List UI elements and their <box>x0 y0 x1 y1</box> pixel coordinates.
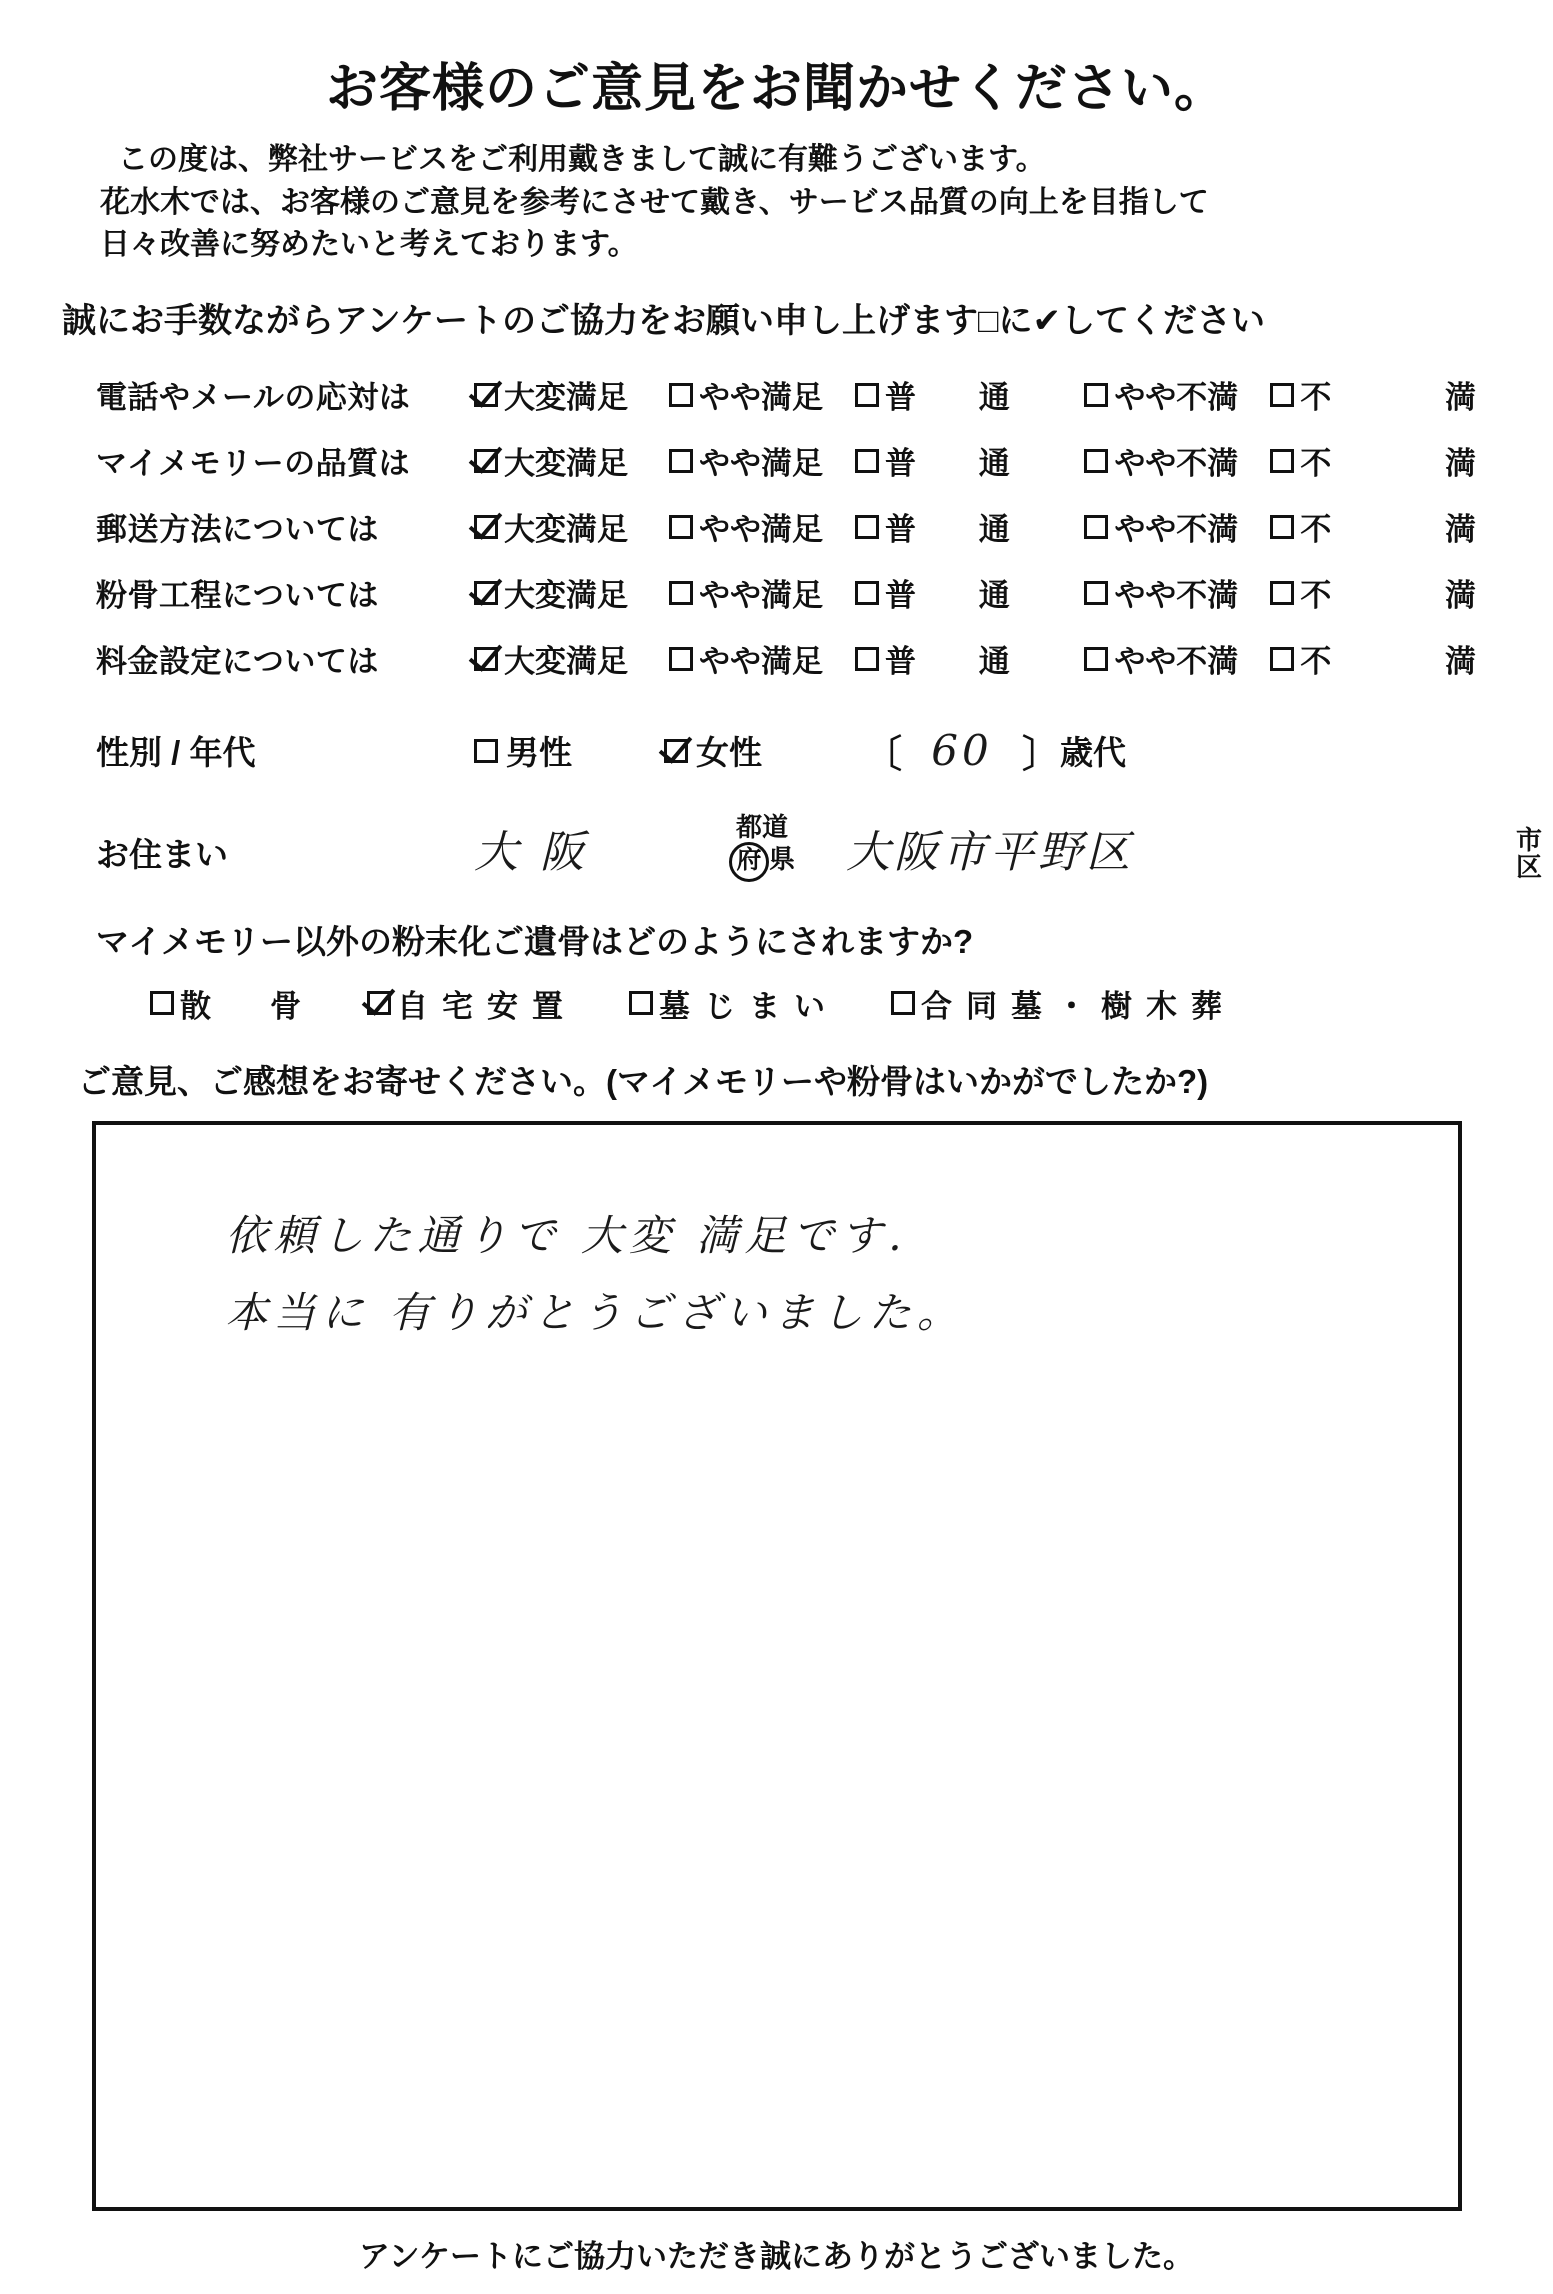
checkbox-icon[interactable] <box>855 581 879 605</box>
checkbox-icon[interactable] <box>1084 449 1108 473</box>
comment-line-2: 本当に 有りがとうございました。 <box>225 1288 965 1338</box>
option-label: 普 <box>884 512 916 548</box>
todofu-line1: 都道 <box>735 812 788 843</box>
shiku-line2: 区 <box>1515 852 1542 883</box>
option-somewhat-satisfied[interactable] <box>669 570 855 615</box>
option-somewhat-satisfied[interactable] <box>669 636 855 681</box>
option-label: 普 <box>884 380 916 416</box>
option-dissatisfied[interactable] <box>1270 372 1377 417</box>
todofu-line2 <box>704 842 820 882</box>
option-label: やや満足 <box>698 446 823 482</box>
checkbox-icon[interactable] <box>474 739 498 763</box>
table-row <box>96 362 1476 428</box>
comment-handwriting <box>226 1197 965 1352</box>
option-label: 男性 <box>506 734 572 772</box>
gender-age-label: 性別 / 年代 <box>96 734 256 772</box>
option-label: 大変満足 <box>504 380 628 416</box>
checkbox-icon[interactable] <box>855 449 879 473</box>
option-dissatisfied-tail: 満 <box>1445 512 1476 548</box>
option-dissatisfied-tail: 満 <box>1445 380 1476 416</box>
option-dissatisfied[interactable] <box>1270 636 1377 681</box>
table-row <box>96 626 1476 692</box>
table-row <box>96 560 1476 626</box>
option-very-satisfied[interactable] <box>474 636 669 681</box>
intro-line-3: 日々改善に努めたいと考えております。 <box>100 228 638 262</box>
option-neutral-tail: 通 <box>978 644 1010 680</box>
option-somewhat-dissatisfied[interactable] <box>1084 372 1270 417</box>
checkbox-icon[interactable] <box>1270 647 1294 671</box>
option-dissatisfied[interactable] <box>1270 570 1377 615</box>
option-label: 大変満足 <box>504 512 628 548</box>
option-home-enshrinement[interactable] <box>367 981 577 1026</box>
todofu-ken: 県 <box>768 843 795 874</box>
option-neutral[interactable] <box>855 636 941 681</box>
option-somewhat-satisfied[interactable] <box>669 504 855 549</box>
option-dissatisfied-tail: 満 <box>1445 446 1476 482</box>
option-grave-closing[interactable] <box>629 981 839 1026</box>
checkbox-icon[interactable] <box>474 581 498 605</box>
checkbox-icon[interactable] <box>1084 383 1108 407</box>
checkbox-icon[interactable] <box>629 991 653 1015</box>
checkbox-icon[interactable] <box>150 991 174 1015</box>
option-label: 散 骨 <box>180 988 315 1024</box>
checkbox-icon[interactable] <box>1270 383 1294 407</box>
checkbox-icon[interactable] <box>669 383 693 407</box>
option-neutral-tail: 通 <box>978 380 1010 416</box>
question-label: 電話やメールの応対は <box>96 380 411 416</box>
option-label: やや満足 <box>698 578 823 614</box>
checkbox-icon[interactable] <box>1270 515 1294 539</box>
option-label: やや不満 <box>1114 578 1239 614</box>
checkbox-icon[interactable] <box>474 647 498 671</box>
option-male[interactable] <box>474 727 572 774</box>
option-very-satisfied[interactable] <box>474 570 669 615</box>
option-very-satisfied[interactable] <box>474 504 669 549</box>
option-neutral[interactable] <box>855 570 941 615</box>
checkbox-icon[interactable] <box>1084 581 1108 605</box>
option-dissatisfied-tail: 満 <box>1445 644 1476 680</box>
address-row <box>96 806 1553 890</box>
checkbox-icon[interactable] <box>669 449 693 473</box>
address-label: お住まい <box>96 835 228 873</box>
option-label: 墓じまい <box>659 988 839 1024</box>
comment-textarea[interactable] <box>92 1121 1462 2211</box>
bracket-open: 〔 <box>864 734 903 777</box>
table-row <box>96 494 1476 560</box>
option-label: 大変満足 <box>504 644 628 680</box>
option-communal-tree-burial[interactable] <box>891 981 1236 1026</box>
checkbox-icon[interactable] <box>669 647 693 671</box>
option-label: 女性 <box>696 734 762 772</box>
checkbox-icon[interactable] <box>855 383 879 407</box>
checkbox-icon[interactable] <box>1270 581 1294 605</box>
option-somewhat-satisfied[interactable] <box>669 372 855 417</box>
option-label: 不 <box>1300 512 1332 548</box>
checkbox-icon[interactable] <box>474 515 498 539</box>
intro-line-1: この度は、弊社サービスをご利用戴きまして誠に有難うございます。 <box>118 143 1046 176</box>
option-scattering[interactable] <box>150 981 315 1026</box>
option-label: やや満足 <box>698 380 823 416</box>
option-label: 普 <box>884 644 916 680</box>
intro-line-2: 花水木では、お客様のご意見を参考にさせて戴き、サービス品質の向上を目指して <box>100 185 1209 219</box>
option-label: やや満足 <box>698 512 823 548</box>
age-suffix: 歳代 <box>1060 734 1127 772</box>
option-label: やや不満 <box>1114 512 1239 548</box>
prefecture-suffix <box>704 814 820 889</box>
checkbox-icon[interactable] <box>367 991 391 1015</box>
checkbox-icon[interactable] <box>855 647 879 671</box>
table-row <box>96 428 1476 494</box>
question-label: 郵送方法については <box>96 512 379 548</box>
option-neutral-tail: 通 <box>978 446 1010 482</box>
option-label: やや満足 <box>698 644 823 680</box>
checkbox-icon[interactable] <box>664 739 688 763</box>
checkbox-icon[interactable] <box>891 991 915 1015</box>
option-somewhat-dissatisfied[interactable] <box>1084 504 1270 549</box>
city-value[interactable]: 大阪市平野区 <box>846 826 1134 878</box>
checkbox-icon[interactable] <box>1270 449 1294 473</box>
option-label: 不 <box>1300 446 1332 482</box>
option-label: 合同墓・樹木葬 <box>921 988 1236 1024</box>
option-label: 不 <box>1300 644 1332 680</box>
gender-age-row <box>96 720 1553 782</box>
city-suffix <box>1505 827 1553 890</box>
shiku-line1: 市 <box>1515 825 1542 856</box>
prefecture-value[interactable]: 大 阪 <box>474 826 588 878</box>
request-instruction: 誠にお手数ながらアンケートのご協力をお願い申し上げます□に✔してください <box>62 301 1265 340</box>
option-dissatisfied[interactable] <box>1270 438 1377 483</box>
option-label: 普 <box>884 578 916 614</box>
checkbox-icon[interactable] <box>1084 515 1108 539</box>
option-female[interactable] <box>664 727 762 774</box>
option-somewhat-satisfied[interactable] <box>669 438 855 483</box>
checkbox-icon[interactable] <box>855 515 879 539</box>
age-value: 60 <box>931 726 993 776</box>
option-dissatisfied[interactable] <box>1270 504 1377 549</box>
option-label: やや不満 <box>1114 380 1239 416</box>
option-label: 大変満足 <box>504 578 628 614</box>
footer-thanks: アンケートにご協力いただき誠にありがとうございました。 <box>358 2238 1195 2274</box>
option-neutral-tail: 通 <box>978 512 1010 548</box>
option-label: やや不満 <box>1114 644 1239 680</box>
option-neutral-tail: 通 <box>978 578 1010 614</box>
option-label: 大変満足 <box>504 446 628 482</box>
option-label: 自宅安置 <box>397 988 577 1024</box>
option-label: やや不満 <box>1114 446 1239 482</box>
other-ashes-options <box>150 981 1553 1026</box>
rating-questions <box>96 362 1476 692</box>
checkbox-icon[interactable] <box>474 383 498 407</box>
option-very-satisfied[interactable] <box>474 438 669 483</box>
option-label: 普 <box>884 446 916 482</box>
intro-paragraph <box>100 139 1493 267</box>
bracket-close: 〕 <box>1022 734 1061 777</box>
option-very-satisfied[interactable] <box>474 372 669 417</box>
comment-line-1: 依頼した通りで 大変 満足です. <box>225 1210 908 1260</box>
option-label: 不 <box>1300 578 1332 614</box>
question-label: 料金設定については <box>96 644 379 680</box>
checkbox-icon[interactable] <box>669 581 693 605</box>
comment-label: ご意見、ご感想をお寄せください。(マイメモリーや粉骨はいかがでしたか?) <box>78 1062 1209 1100</box>
circled-fu-icon: 府 <box>729 842 769 882</box>
option-neutral[interactable] <box>855 438 941 483</box>
checkbox-icon[interactable] <box>1084 647 1108 671</box>
option-label: 不 <box>1300 380 1332 416</box>
option-neutral[interactable] <box>855 504 941 549</box>
option-neutral[interactable] <box>855 372 941 417</box>
option-somewhat-dissatisfied[interactable] <box>1084 636 1270 681</box>
question-label: 粉骨工程については <box>96 578 379 614</box>
other-ashes-question: マイメモリー以外の粉末化ご遺骨はどのようにされますか? <box>96 922 974 960</box>
option-dissatisfied-tail: 満 <box>1445 578 1476 614</box>
question-label: マイメモリーの品質は <box>96 446 411 482</box>
checkbox-icon[interactable] <box>474 449 498 473</box>
checkbox-icon[interactable] <box>669 515 693 539</box>
option-somewhat-dissatisfied[interactable] <box>1084 570 1270 615</box>
age-field[interactable] <box>864 723 1126 778</box>
option-somewhat-dissatisfied[interactable] <box>1084 438 1270 483</box>
page-title: お客様のご意見をお聞かせください。 <box>325 60 1227 118</box>
